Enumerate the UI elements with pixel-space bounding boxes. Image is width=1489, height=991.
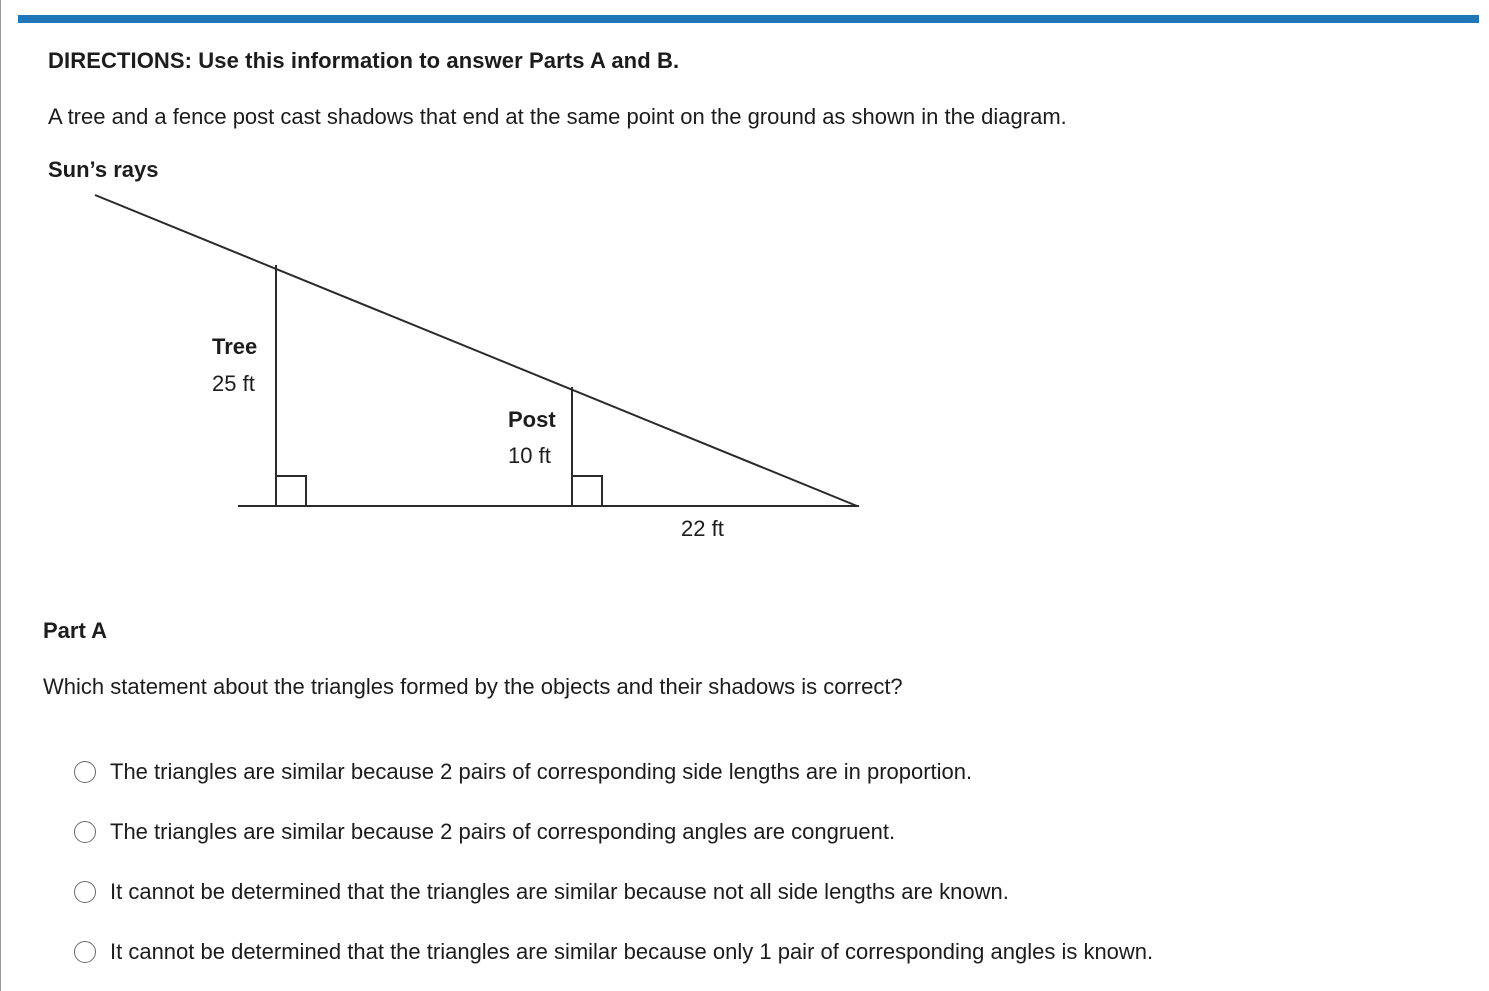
answer-option-4[interactable] (74, 922, 1153, 982)
left-border (0, 0, 1, 991)
answer-option-label: The triangles are similar because 2 pairs of corresponding side lengths are in proportion. (110, 759, 973, 784)
answer-options (74, 742, 1153, 982)
sun-ray-line (95, 195, 857, 506)
answer-option-1[interactable] (74, 742, 1153, 802)
answer-option-2[interactable] (74, 802, 1153, 862)
radio-button[interactable] (74, 821, 96, 843)
tree-label: Tree (212, 334, 258, 359)
post-label: Post (508, 407, 556, 432)
answer-option-label: The triangles are similar because 2 pairs of corresponding angles are congruent. (110, 819, 896, 844)
directions-heading: DIRECTIONS: Use this information to answer Parts A and B. (48, 48, 680, 73)
intro-text: A tree and a fence post cast shadows that end at the same point on the ground as shown in the diagram. (48, 104, 1067, 129)
answer-option-label: It cannot be determined that the triangles are similar because only 1 pair of corresponding angles is known. (110, 939, 1154, 964)
answer-option-label: It cannot be determined that the triangles are similar because not all side lengths are known. (110, 879, 1009, 904)
shadow-length-label: 22 ft (681, 516, 724, 541)
radio-button[interactable] (74, 941, 96, 963)
part-a-title: Part A (43, 618, 107, 643)
accent-bar (18, 15, 1479, 23)
tree-height-label: 25 ft (212, 371, 255, 396)
post-right-angle-mark (572, 476, 602, 506)
part-a-question: Which statement about the triangles formed by the objects and their shadows is correct? (43, 674, 903, 699)
tree-right-angle-mark (276, 476, 306, 506)
radio-button[interactable] (74, 881, 96, 903)
sun-rays-label: Sun’s rays (48, 157, 159, 182)
post-height-label: 10 ft (508, 443, 551, 468)
answer-option-3[interactable] (74, 862, 1153, 922)
radio-button[interactable] (74, 761, 96, 783)
